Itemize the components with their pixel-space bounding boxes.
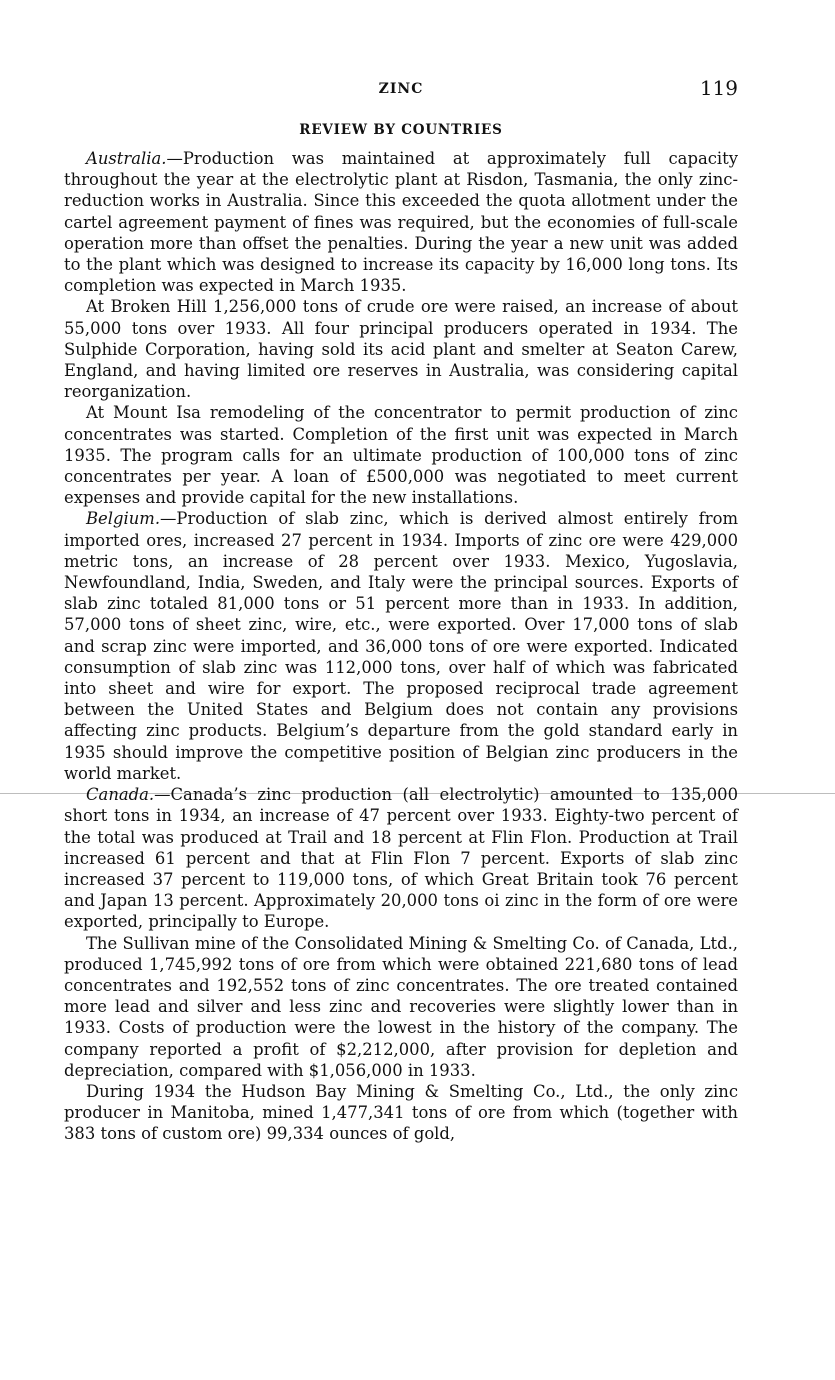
running-header	[64, 72, 738, 108]
section-heading: REVIEW BY COUNTRIES	[299, 122, 503, 138]
paragraph-belgium	[64, 508, 738, 784]
paragraph-lead: Canada.	[86, 785, 155, 805]
paragraph-broken-hill	[64, 296, 738, 402]
paragraph-sullivan-mine	[64, 933, 738, 1081]
paragraph-text: —Production was maintained at approximately full capacity throughout the year at the electrolytic plant at Risdon, Tasmania, the only zinc-reduction works in Australia. Since this exceeded the quota allotment under the cartel agreement payment of fines was required, but the economies of full-scale operation more than offset the penalties. During the year a new unit was added to the plant which was designed to increase its capacity by 16,000 long tons. Its completion was expected in March 1935.	[64, 149, 738, 296]
paragraph-text: The Sullivan mine of the Consolidated Mining & Smelting Co. of Canada, Ltd., produced 1,745,992 tons of ore from which were obtained 221,680 tons of lead concentrates and 192,552 tons of zinc concentrates. The ore treated contained more lead and silver and less zinc and recoveries were slightly lower than in 1933. Costs of production were the lowest in the history of the company. The company reported a profit of $2,212,000, after provision for depletion and depreciation, compared with $1,056,000 in 1933.	[64, 933, 738, 1080]
paragraph-text: —Production of slab zinc, which is derived almost entirely from imported ores, increased 27 percent in 1934. Imports of zinc ore were 429,000 metric tons, an increase of 28 percent over 1933. Mexico, Yugoslavia, Newfoundland, India, Sweden, and Italy were the principal sources. Exports of slab zinc totaled 81,000 tons or 51 percent more than in 1933. In addition, 57,000 tons of sheet zinc, wire, etc., were exported. Over 17,000 tons of slab and scrap zinc were imported, and 36,000 tons of ore were exported. Indicated consumption of slab zinc was 112,000 tons, over half of which was fabricated into sheet and wire for export. The proposed reciprocal trade agreement between the United States and Belgium does not contain any provisions affecting zinc products. Belgium’s departure from the gold standard early in 1935 should improve the competitive position of Belgian zinc producers in the world market.	[64, 509, 738, 783]
paragraph-lead: Belgium.	[86, 509, 161, 529]
paragraph-mount-isa	[64, 402, 738, 508]
paragraph-text: At Mount Isa remodeling of the concentrator to permit production of zinc concentrates was started. Completion of the first unit was expected in March 1935. The program calls for an ultimate production of 100,000 tons of zinc concentrates per year. A loan of £500,000 was negotiated to meet current expenses and provide capital for the new installations.	[64, 403, 738, 508]
running-title: ZINC	[378, 81, 424, 97]
page-number: 119	[699, 76, 738, 100]
paragraph-lead: Australia.	[86, 149, 167, 168]
paragraph-hudson-bay	[64, 1081, 738, 1145]
document-page	[64, 72, 738, 1145]
paragraph-canada	[64, 784, 738, 932]
paragraph-australia	[64, 148, 738, 296]
paragraph-text: —Canada’s zinc production (all electrolytic) amounted to 135,000 short tons in 1934, an increase of 47 percent over 1933. Eighty-two percent of the total was produced at Trail and 18 percent at Flin Flon. Production at Trail increased 61 percent and that at Flin Flon 7 percent. Exports of slab zinc increased 37 percent to 119,000 tons, of which Great Britain took 76 percent and Japan 13 percent. Approximately 20,000 tons oi zinc in the form of ore were exported, principally to Europe.	[64, 785, 738, 932]
paragraph-text: At Broken Hill 1,256,000 tons of crude ore were raised, an increase of about 55,000 tons over 1933. All four principal producers operated in 1934. The Sulphide Corporation, having sold its acid plant and smelter at Seaton Carew, England, and having limited ore reserves in Australia, was considering capital reorganization.	[64, 297, 738, 402]
paragraph-text: During 1934 the Hudson Bay Mining & Smelting Co., Ltd., the only zinc producer in Manitoba, mined 1,477,341 tons of ore from which (together with 383 tons of custom ore) 99,334 ounces of gold,	[64, 1081, 738, 1144]
